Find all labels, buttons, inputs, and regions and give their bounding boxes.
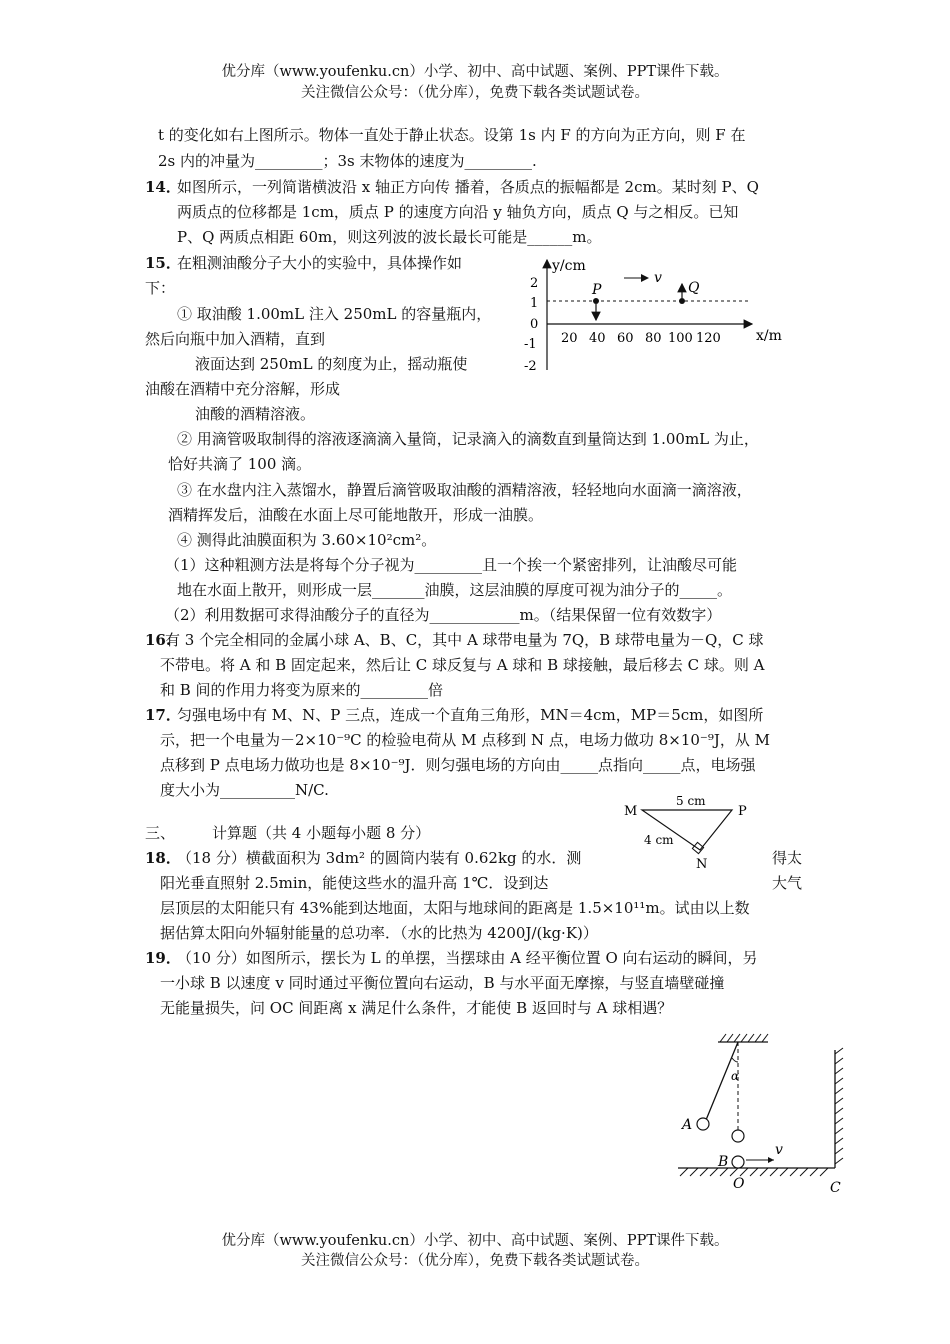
n-label: N <box>696 857 708 870</box>
point-q <box>679 298 685 304</box>
q18-line-1: （18 分）横截面积为 3dm² 的圆筒内装有 0.62kg 的水．测 <box>177 849 582 867</box>
q15-line-2: 下： <box>145 279 176 297</box>
q15-step4: ④ 测得此油膜面积为 3.60×10²cm²。 <box>177 531 437 549</box>
ceiling-hatch <box>720 1034 768 1042</box>
x-tick-40: 40 <box>589 331 606 346</box>
q16-number: 16. <box>145 631 172 649</box>
ball-equilibrium <box>732 1130 744 1142</box>
q-label: Q <box>688 280 700 296</box>
alpha-label: α <box>731 1069 740 1083</box>
q17-number: 17． <box>145 706 181 724</box>
section3-title: 计算题（共 4 小题每小题 8 分） <box>212 824 431 842</box>
header-line-2: 关注微信公众号：（优分库），免费下载各类试题试卷。 <box>301 85 649 101</box>
b-label: B <box>718 1154 729 1170</box>
mn-length: 4 cm <box>644 833 674 847</box>
ball-a <box>697 1118 709 1130</box>
section3-label: 三、 <box>145 824 176 842</box>
a-label: A <box>682 1117 693 1133</box>
q18-line-2: 阳光垂直照射 2.5min，能使这些水的温升高 1℃．设到达 <box>160 874 549 892</box>
wall-hatch <box>835 1048 843 1164</box>
triangle-figure <box>620 792 760 870</box>
v-label: v <box>775 1142 783 1158</box>
pendulum-figure <box>670 1030 855 1200</box>
q15-step1-a: ① 取油酸 1.00mL 注入 250mL 的容量瓶内， <box>177 305 492 323</box>
q14-line-1: 如图所示，一列简谐横波沿 x 轴正方向传 播着，各质点的振幅都是 2cm。某时刻 P、Q <box>177 178 759 196</box>
q16-line-2: 不带电。将 A 和 B 固定起来，然后让 C 球反复与 A 球和 B 球接触，最后移去 C 球。则 A <box>160 656 765 674</box>
q17-line-4: 度大小为__________N/C. <box>160 781 329 799</box>
q18-line-2-right: 大气 <box>772 874 803 892</box>
q13-line-2: 2s 内的冲量为_________；3s 末物体的速度为_________. <box>158 152 537 170</box>
y-tick-neg1: -1 <box>524 337 537 352</box>
q17-line-1: 匀强电场中有 M、N、P 三点，连成一个直角三角形，MN＝4cm，MP＝5cm，如图所 <box>177 706 764 724</box>
q19-line-3: 无能量损失，问 OC 间距离 x 满足什么条件，才能使 B 返回时与 A 球相遇？ <box>160 999 673 1017</box>
q19-number: 19． <box>145 949 181 967</box>
q15-part1-b: 地在水面上散开，则形成一层_______油膜，这层油膜的厚度可视为油分子的_____。 <box>177 581 733 599</box>
q17-line-2: 示，把一个电量为－2×10⁻⁹C 的检验电荷从 M 点移到 N 点，电场力做功 8×10⁻⁹J，从 M <box>160 731 770 749</box>
q18-number: 18． <box>145 849 181 867</box>
x-tick-20: 20 <box>561 331 578 346</box>
x-tick-100: 100 <box>668 331 693 346</box>
q15-step1-b: 然后向瓶中加入酒精，直到 <box>145 330 326 348</box>
header-line-1: 优分库（www.youfenku.cn）小学、初中、高中试题、案例、PPT课件下载。 <box>221 64 729 80</box>
y-tick-0: 0 <box>530 317 539 332</box>
q19-line-2: 一小球 B 以速度 v 同时通过平衡位置向右运动，B 与水平面无摩擦，与竖直墙壁碰撞 <box>160 974 725 992</box>
q15-step3-a: ③ 在水盘内注入蒸馏水，静置后滴管吸取油酸的酒精溶液，轻轻地向水面滴一滴溶液， <box>177 481 752 499</box>
q16-line-3: 和 B 间的作用力将变为原来的_________倍 <box>160 681 444 699</box>
q15-step1-c: 液面达到 250mL 的刻度为止，摇动瓶使 <box>195 355 468 373</box>
q18-line-3: 层顶层的太阳能只有 43%能到达地面，太阳与地球间的距离是 1.5×10¹¹m。试由以上数 <box>160 899 750 917</box>
q18-line-4: 据估算太阳向外辐射能量的总功率．（水的比热为 4200J/(kg·K)） <box>160 924 598 942</box>
ground-hatch <box>680 1168 828 1176</box>
q14-number: 14． <box>145 178 181 196</box>
x-tick-120: 120 <box>696 331 721 346</box>
q13-line-1: t 的变化如右上图所示。物体一直处于静止状态。设第 1s 内 F 的方向为正方向，则 F 在 <box>158 126 746 144</box>
x-tick-80: 80 <box>645 331 662 346</box>
q15-step2-b: 恰好共滴了 100 滴。 <box>168 455 312 473</box>
y-tick-1: 1 <box>530 296 539 311</box>
y-tick-neg2: -2 <box>524 359 537 374</box>
footer-line-1: 优分库（www.youfenku.cn）小学、初中、高中试题、案例、PPT课件下载。 <box>221 1233 729 1249</box>
q15-step1-e: 油酸的酒精溶液。 <box>195 405 316 423</box>
p-vertex-label: P <box>738 804 747 819</box>
q15-line-1: 在粗测油酸分子大小的实验中，具体操作如 <box>177 254 463 272</box>
q15-part1-a: （1）这种粗测方法是将每个分子视为_________且一个挨一个紧密排列，让油酸尽可能 <box>165 556 738 574</box>
q19-line-1: （10 分）如图所示，摆长为 L 的单摆，当摆球由 A 经平衡位置 O 向右运动的瞬间，另 <box>177 949 758 967</box>
p-label: P <box>592 282 602 298</box>
footer-line-2: 关注微信公众号：（优分库），免费下载各类试题试卷。 <box>301 1253 649 1269</box>
q15-step2-a: ② 用滴管吸取制得的溶液逐滴滴入量筒，记录滴入的滴数直到量筒达到 1.00mL 为止， <box>177 430 759 448</box>
q14-line-3: P、Q 两质点相距 60m，则这列波的波长最长可能是______m。 <box>177 228 602 246</box>
v-label: v <box>654 270 662 286</box>
o-label: O <box>733 1176 745 1192</box>
mp-length: 5 cm <box>676 794 706 808</box>
wave-figure <box>520 252 790 382</box>
q15-number: 15． <box>145 254 181 272</box>
point-p <box>593 298 599 304</box>
q15-step1-d: 油酸在酒精中充分溶解，形成 <box>145 380 341 398</box>
b-velocity-arrowhead <box>768 1157 774 1163</box>
q17-line-3: 点移到 P 点电场力做功也是 8×10⁻⁹J．则匀强电场的方向由_____点指向_____点，电场强 <box>160 756 756 774</box>
x-tick-60: 60 <box>617 331 634 346</box>
q16-line-1: 有 3 个完全相同的金属小球 A、B、C，其中 A 球带电量为 7Q，B 球带电量为－Q，C 球 <box>165 631 764 649</box>
m-label: M <box>624 804 638 819</box>
ball-b <box>732 1156 744 1168</box>
q15-part2: （2）利用数据可求得油酸分子的直径为____________m。（结果保留一位有效数字） <box>165 606 722 624</box>
q14-line-2: 两质点的位移都是 1cm，质点 P 的速度方向沿 y 轴负方向，质点 Q 与之相反。已知 <box>177 203 739 221</box>
q15-step3-b: 酒精挥发后，油酸在水面上尽可能地散开，形成一油膜。 <box>168 506 544 524</box>
x-axis-label: x/m <box>756 328 782 344</box>
angle-arc <box>732 1058 738 1062</box>
q18-line-1-right: 得太 <box>772 849 803 867</box>
c-label: C <box>830 1180 841 1196</box>
y-tick-2: 2 <box>530 276 539 291</box>
y-axis-label: y/cm <box>552 258 586 274</box>
